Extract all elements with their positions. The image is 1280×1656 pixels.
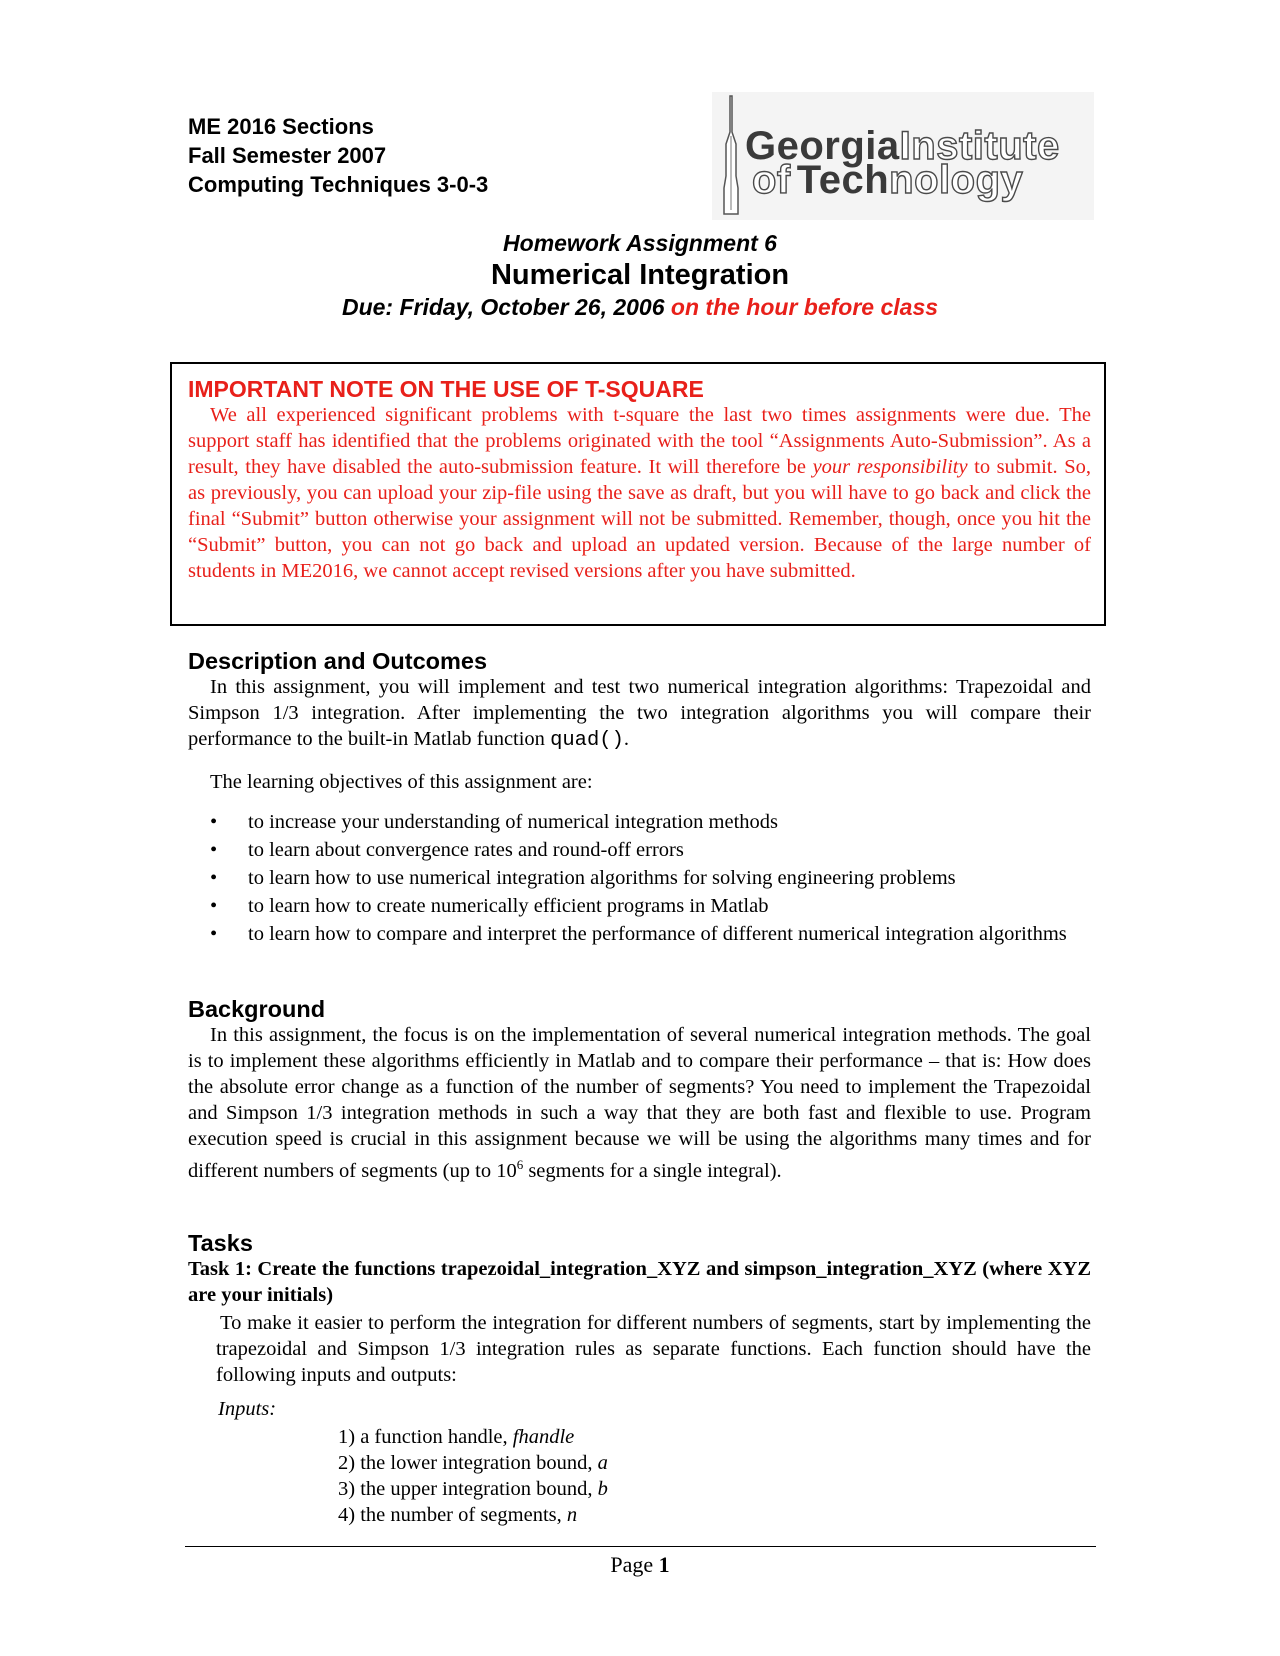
objectives-list [188,808,1091,947]
input-variable: n [566,1504,578,1526]
course-info [188,112,488,199]
course-line-title: Computing Techniques 3-0-3 [188,172,489,197]
logo-line-2 [752,160,1023,200]
input-text: 2) the lower integration bound, [338,1452,598,1474]
quad-code: quad() [550,729,624,752]
bullet-icon: • [210,923,218,945]
bullet-icon: • [210,895,218,917]
list-item [338,1476,608,1502]
list-item [188,864,1091,892]
list-item [188,892,1091,920]
objective-text: to learn how to compare and interpret the performance of different numerical integration algorithms [248,923,1067,945]
footer-divider [185,1546,1096,1547]
objective-text: to learn how to use numerical integration algorithms for solving engineering problems [248,867,956,889]
note-text-part2: to submit. So, as previously, you can upload your zip-file using the save as draft, but you will have to go back and click the final “Submit” button otherwise your assignment will not be submitted. Remember, though, once you hit the “Submit” button, you can not go back and upload an updated version. Because of the large number of students in ME2016, we cannot accept revised versions after you have submitted. [188,456,1091,582]
due-date-text: Due: Friday, October 26, 2006 [341,294,665,320]
assignment-subtitle: Homework Assignment 6 [503,230,777,256]
list-item [188,921,1091,947]
description-text-end: . [623,728,629,750]
heading-background: Background [188,996,326,1022]
objectives-intro: The learning objectives of this assignment are: [210,771,593,793]
task1-heading: Task 1: Create the functions trapezoidal_integration_XYZ and simpson_integration_XYZ (where XYZ are your initials) [188,1258,1091,1306]
objective-text: to learn about convergence rates and round-off errors [248,839,684,861]
background-text-end: segments for a single integral). [523,1159,782,1182]
input-variable: b [597,1478,608,1500]
bullet-icon: • [210,839,218,861]
input-text: 4) the number of segments, [338,1504,567,1526]
page-number-value: 1 [658,1552,670,1577]
heading-description: Description and Outcomes [188,648,488,674]
due-date-emphasis: on the hour before class [670,294,939,320]
bullet-icon: • [210,811,218,833]
list-item [188,808,1091,836]
task1-body: To make it easier to perform the integration for different numbers of segments, start by implementing the trapezoidal and Simpson 1/3 integration rules as separate functions. Each function should have the following inputs and outputs: [216,1312,1091,1386]
logo-nology: nology [889,158,1024,202]
inputs-list [338,1424,608,1528]
list-item [338,1450,608,1476]
heading-tasks: Tasks [188,1230,253,1256]
objective-text: to increase your understanding of numerical integration methods [248,811,778,833]
list-item [338,1424,608,1450]
bullet-icon: • [210,867,218,889]
background-text: In this assignment, the focus is on the implementation of several numerical integration methods. The goal is to implement these algorithms efficiently in Matlab and to compare their performance – that is: How does the absolute error change as a function of the number of segments? You need to implement the Trapezoidal and Simpson 1/3 integration methods in such a way that they are both fast and flexible to use. Program execution speed is crucial in this assignment because we will be using the algorithms many times and for different numbers of segments (up to [188,1024,1091,1182]
power-base: 10 [496,1159,517,1182]
due-date [0,294,1280,321]
description-paragraph [188,674,1091,754]
list-item [338,1502,608,1528]
input-text: 3) the upper integration bound, [338,1478,598,1500]
logo-institute: Institute [899,124,1060,168]
power-exponent: 6 [516,1157,524,1172]
input-text: 1) a function handle, [338,1426,513,1448]
important-note-title: IMPORTANT NOTE ON THE USE OF T-SQUARE [188,376,704,402]
note-emphasis: your responsibility [812,456,968,478]
logo-of: of [752,158,791,202]
background-paragraph [188,1022,1091,1184]
course-line-sections: ME 2016 Sections [188,114,374,139]
course-line-semester: Fall Semester 2007 [188,143,387,168]
important-note-body [188,402,1091,584]
page-number [0,1552,1280,1578]
assignment-title: Numerical Integration [490,259,790,291]
objective-text: to learn how to create numerically efficient programs in Matlab [248,895,769,917]
list-item [188,836,1091,864]
logo-tech: Tech [796,158,890,202]
page-label: Page [610,1552,654,1577]
description-text: In this assignment, you will implement and test two numerical integration algorithms: Trapezoidal and Simpson 1/3 integration. After implementing the two integration algorithms you will compare their performance to the built-in Matlab function [188,676,1091,750]
input-variable: fhandle [512,1426,575,1448]
inputs-label: Inputs: [218,1398,277,1420]
logo-georgia: Georgia [745,124,900,168]
input-variable: a [597,1452,608,1474]
note-text-part1: We all experienced significant problems with t-square the last two times assignments were due. The support staff has identified that the problems originated with the tool “Assignments Auto-Submission”. As a result, they have disabled the auto-submission feature. It will therefore be [188,404,1091,478]
